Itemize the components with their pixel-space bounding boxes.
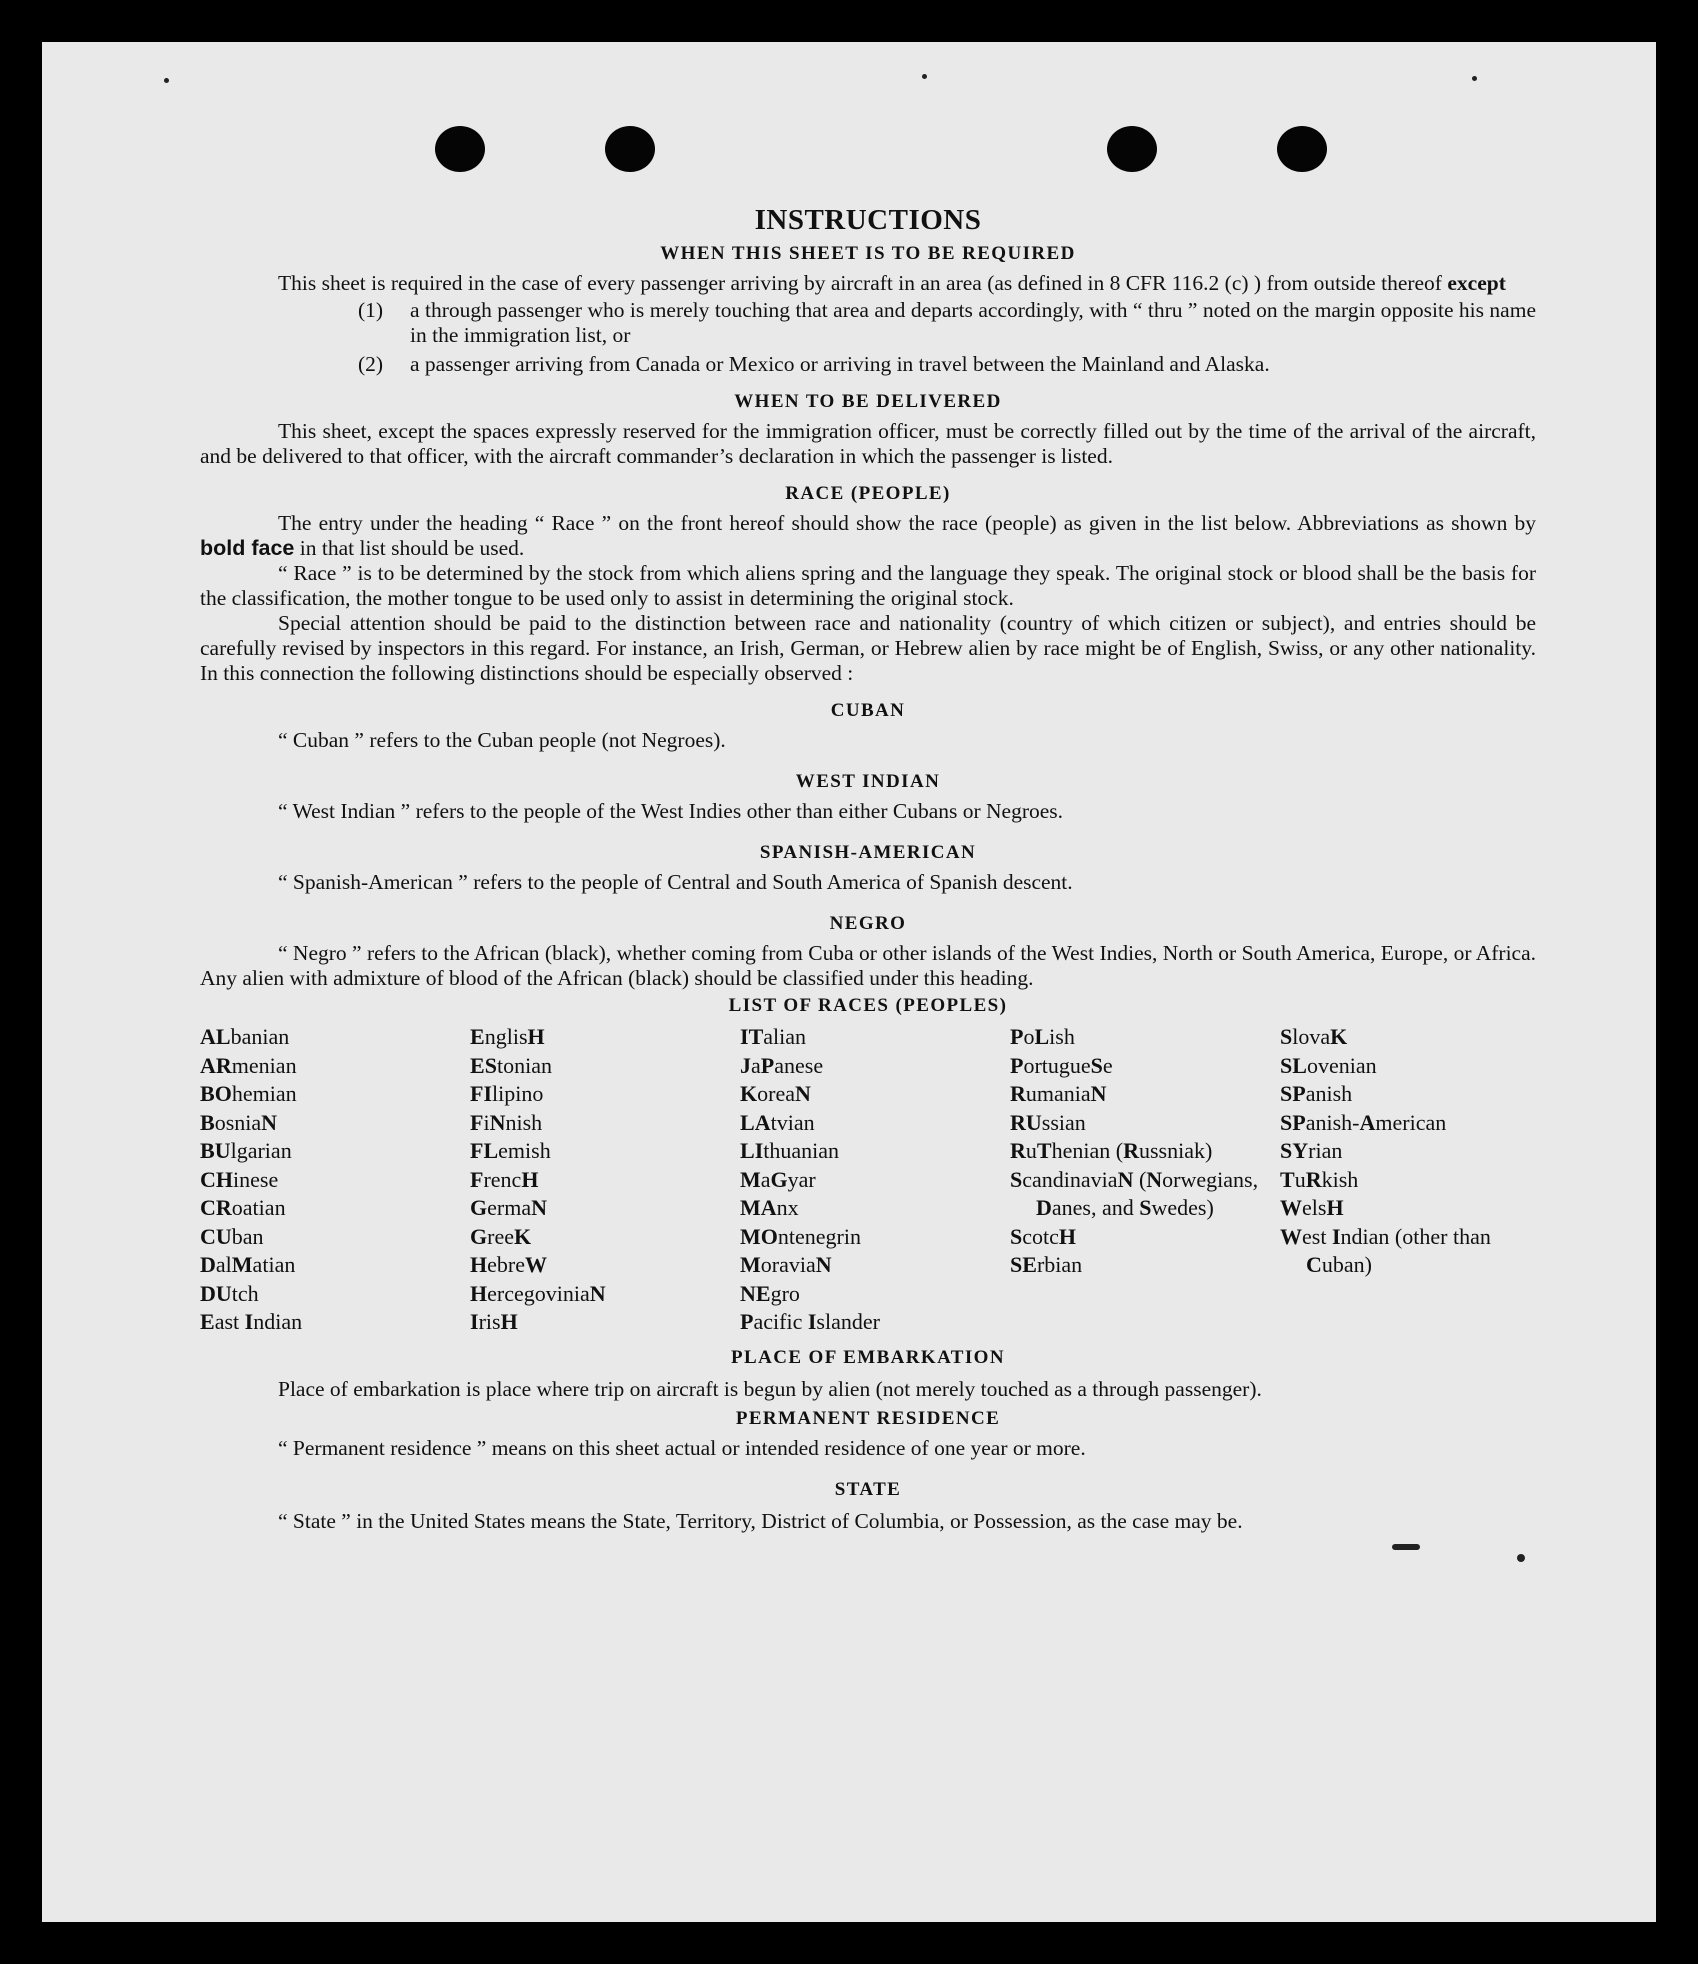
race-entry: PortugueSe (1010, 1052, 1113, 1078)
race-entry: CUban (200, 1223, 264, 1249)
race-entry: ScotcH (1010, 1223, 1077, 1249)
race-entry: NEgro (740, 1280, 800, 1306)
race-entry: CHinese (200, 1166, 279, 1192)
races-column-3 (740, 1023, 1010, 1337)
race-entry: GreeK (470, 1223, 532, 1249)
race-entry: KoreaN (740, 1081, 811, 1106)
race-entry: IrisH (470, 1309, 518, 1334)
races-column-2 (470, 1023, 740, 1337)
punch-hole (1277, 126, 1327, 172)
race-entry: JaPanese (740, 1052, 824, 1078)
race-entry: GermaN (470, 1195, 547, 1220)
race-entry: LAtvian (740, 1109, 815, 1135)
heading-permanent-residence: PERMANENT RESIDENCE (735, 1407, 1001, 1429)
race-entry: MaGyar (740, 1166, 816, 1192)
heading-negro: NEGRO (829, 913, 907, 934)
race-entry: LIthuanian (740, 1138, 840, 1163)
race-entry: DalMatian (200, 1252, 296, 1277)
race-entry: FiNnish (470, 1109, 543, 1135)
heading-embarkation: PLACE OF EMBARKATION (731, 1346, 1005, 1368)
race-entry: SYrian (1280, 1138, 1343, 1163)
race-entry: BOhemian (200, 1081, 297, 1106)
race-paragraph-2: “ Race ” is to be determined by the stock from which aliens spring and the language they speak. The original stock or blood shall be the basis for the classification, the mother tongue to be used only to assist in determining the original stock. (200, 561, 1536, 610)
heading-list-of-races: LIST OF RACES (PEOPLES) (728, 995, 1008, 1016)
heading-state: STATE (834, 1478, 902, 1500)
punch-hole (605, 126, 655, 172)
race-entry: SLovenian (1280, 1052, 1377, 1078)
speck (1392, 1544, 1420, 1550)
race-entry: BUlgarian (200, 1138, 292, 1163)
race-entry: DUtch (200, 1280, 259, 1306)
race-paragraph-3: Special attention should be paid to the distinction between race and nationality (country of which citizen or subject), and entries should be carefully revised by inspectors in this regard. For instance, an Irish, German, or Hebrew alien by race might be of English, Swiss, or any other nationality. In this connection the following distinctions should be especially observed : (200, 611, 1536, 685)
speck (922, 74, 927, 79)
heading-when-delivered: WHEN TO BE DELIVERED (734, 391, 1002, 412)
race-entry: ARmenian (200, 1052, 297, 1078)
punch-hole (1107, 126, 1157, 172)
race-entry: RuThenian (Russniak) (1010, 1138, 1213, 1163)
race-entry: TuRkish (1280, 1166, 1359, 1192)
exception-item-2: (2) a passenger arriving from Canada or Mexico or arriving in travel between the Mainland and Alaska. (358, 352, 1270, 376)
race-entry: ScandinaviaN (Norwegians, Danes, and Swedes) (1010, 1166, 1259, 1220)
negro-text: “ Negro ” refers to the African (black), whether coming from Cuba or other islands of the West Indies, North or South America, Europe, or Africa. Any alien with admixture of blood of the African (black) should be classified under this heading. (200, 941, 1536, 990)
speck (1517, 1554, 1525, 1562)
race-entry: RUssian (1010, 1109, 1086, 1135)
race-entry: WelsH (1280, 1195, 1344, 1220)
race-entry: ALbanian (200, 1024, 290, 1049)
race-entry: MOntenegrin (740, 1223, 861, 1249)
races-column-5 (1280, 1023, 1536, 1337)
race-entry: SErbian (1010, 1252, 1083, 1277)
when-delivered-text: This sheet, except the spaces expressly reserved for the immigration officer, must be correctly filled out by the time of the arrival of the aircraft, and be delivered to that officer, with the aircraft commander’s declaration in which the passenger is listed. (200, 419, 1536, 468)
punch-hole (435, 126, 485, 172)
race-entry: ITalian (740, 1024, 807, 1049)
race-entry: SlovaK (1280, 1024, 1348, 1049)
spanish-american-text: “ Spanish-American ” refers to the people of Central and South America of Spanish descent. (278, 870, 1073, 894)
race-paragraph-1: The entry under the heading “ Race ” on the front hereof should show the race (people) as given in the list below. Abbreviations as shown by bold face in that list should be used. (200, 511, 1536, 560)
races-column-4 (1010, 1023, 1280, 1337)
speck (1472, 76, 1477, 81)
heading-spanish-american: SPANISH-AMERICAN (759, 842, 977, 863)
races-column-1 (200, 1023, 470, 1337)
race-entry: FLemish (470, 1138, 551, 1163)
document-page (42, 42, 1656, 1922)
race-entry: FIlipino (470, 1081, 544, 1106)
race-entry: East Indian (200, 1309, 303, 1334)
race-entry: CRoatian (200, 1195, 286, 1220)
race-entry: Pacific Islander (740, 1309, 880, 1334)
residence-text: “ Permanent residence ” means on this sheet actual or intended residence of one year or more. (278, 1435, 1086, 1460)
race-entry: MAnx (740, 1195, 799, 1220)
state-text: “ State ” in the United States means the State, Territory, District of Columbia, or Possession, as the case may be. (278, 1508, 1243, 1533)
speck (164, 78, 169, 83)
races-list (200, 1023, 1536, 1337)
exception-item-1: (1) a through passenger who is merely touching that area and departs accordingly, with “ thru ” noted on the margin opposite his name in the immigration list, or (358, 298, 1536, 347)
race-entry: BosniaN (200, 1109, 278, 1135)
race-entry: FrencH (470, 1166, 539, 1192)
race-entry: SPanish-American (1280, 1109, 1447, 1135)
race-entry: SPanish (1280, 1081, 1353, 1106)
instructions-content (200, 204, 1536, 1536)
race-entry: HercegoviniaN (470, 1280, 606, 1306)
heading-when-required: WHEN THIS SHEET IS TO BE REQUIRED (660, 243, 1076, 264)
page-title: INSTRUCTIONS (754, 204, 982, 236)
west-indian-text: “ West Indian ” refers to the people of the West Indies other than either Cubans or Negroes. (278, 799, 1064, 823)
heading-west-indian: WEST INDIAN (795, 771, 941, 792)
race-entry: PoLish (1010, 1024, 1075, 1049)
race-entry: EStonian (470, 1052, 552, 1078)
race-entry: MoraviaN (740, 1252, 832, 1277)
when-required-intro: This sheet is required in the case of every passenger arriving by aircraft in an area (as defined in 8 CFR 116.2 (c) ) from outside thereof except (278, 271, 1506, 295)
heading-race: RACE (PEOPLE) (785, 483, 951, 504)
heading-cuban: CUBAN (830, 700, 906, 721)
race-entry: HebreW (470, 1252, 547, 1277)
cuban-text: “ Cuban ” refers to the Cuban people (not Negroes). (278, 728, 726, 752)
race-entry: RumaniaN (1010, 1081, 1107, 1106)
race-entry: West Indian (other than Cuban) (1280, 1223, 1491, 1277)
embarkation-text: Place of embarkation is place where trip on aircraft is begun by alien (not merely touched as a through passenger). (278, 1376, 1262, 1401)
race-entry: EnglisH (470, 1024, 545, 1049)
